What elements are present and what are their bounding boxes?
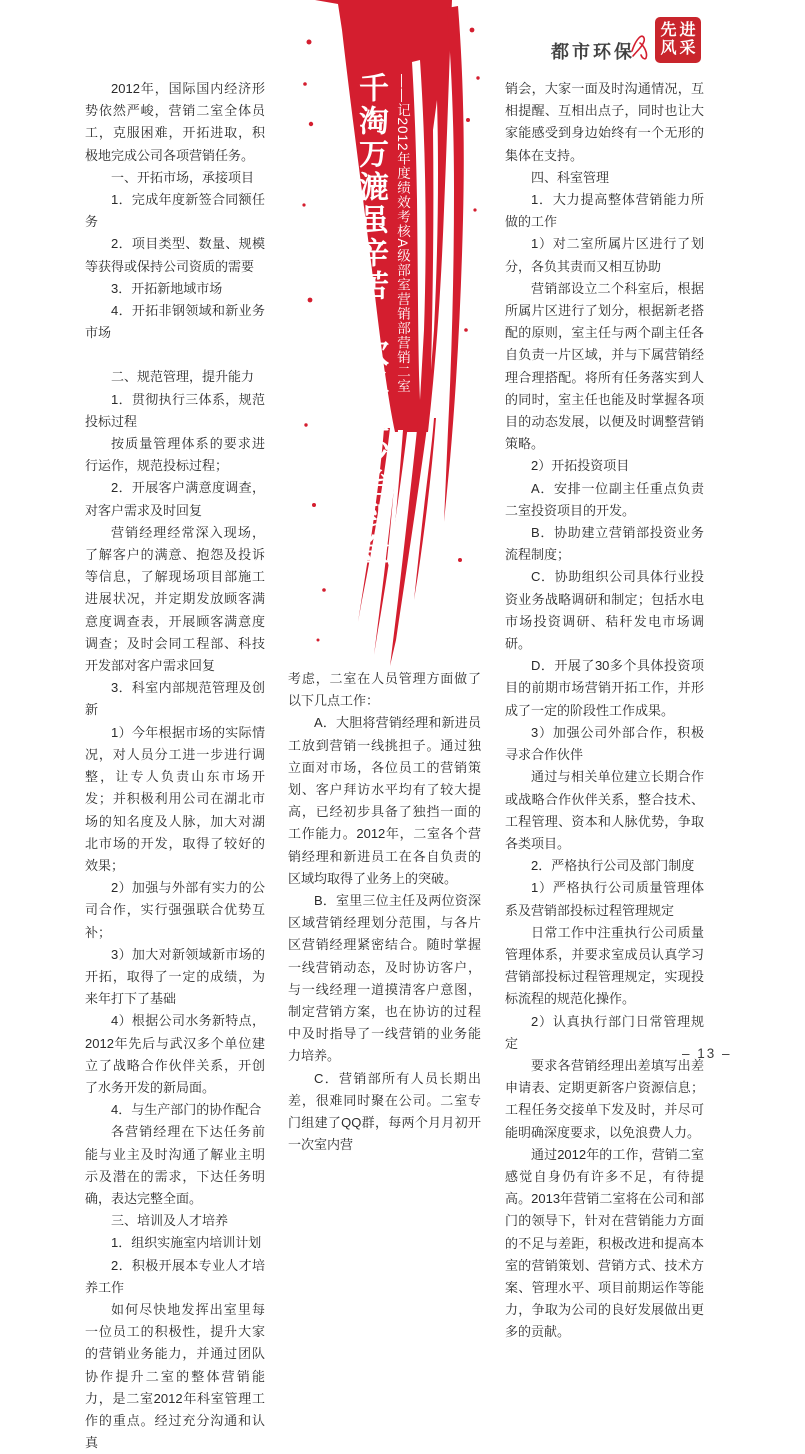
paragraph: 营销经理经常深入现场，了解客户的满意、抱怨及投诉等信息，了解现场项目部施工进展状况，并定期发放顾客满意度调查表，开展顾客满意度调查；及时会同工程部、科技开发部对客户需求回复: [85, 524, 265, 674]
paragraph: 3．开拓新地域市场: [111, 280, 223, 296]
section-heading: 一、开拓市场，承接项目: [111, 169, 255, 185]
paragraph: 1）严格执行公司质量管理体系及营销部投标过程管理规定: [505, 880, 704, 918]
paragraph: 如何尽快地发挥出室里每一位员工的积极性，提升大家的营销业务能力，并通过团队协作提升二室的整体营销能力，是二室2012年科室管理工作的重点。经过充分沟通和认真: [85, 1301, 265, 1451]
feature-subtitle: ——记2012年度绩效考核A级部室营销部营销二室: [395, 74, 410, 394]
paragraph: 1）今年根据市场的实际情况，对人员分工进一步进行调整，让专人负责山东市场开发；并积极利用公司在湖北市场的知名度及人脉，加大对湖北市场的开发，取得了较好的效果；: [85, 724, 265, 873]
section-heading: 四、科室管理: [531, 169, 610, 185]
paragraph: A．安排一位副主任重点负责二室投资项目的开发。: [505, 480, 704, 518]
seal-line-1: 先进: [660, 22, 699, 39]
paragraph: 3．科室内部规范管理及创新: [85, 680, 265, 718]
paragraph: 通过2012年的工作，营销二室感觉自身仍有许多不足，有待提高。2013年营销二室将在公司和部门的领导下，针对在营销能力方面的不足与差距，积极改进和提高本室的营销策划、营销方式、技术方案、管理水平、项目前期运作等能力，争取为公司的良好发展做出更多的贡献。: [505, 1146, 704, 1340]
paragraph: 1．完成年度新签合同额任务: [85, 192, 265, 230]
calligraphy-flourish-icon: [629, 29, 653, 61]
paragraph: 3）加强公司外部合作，积极寻求合作伙伴: [505, 724, 704, 763]
paragraph: B．协助建立营销部投资业务流程制度；: [505, 525, 704, 563]
paragraph: 通过与相关单位建立长期合作或战略合作伙伴关系，整合技术、工程管理、资本和人脉优势，争取各类项目。: [505, 769, 704, 851]
paragraph: A．大胆将营销经理和新进员工放到营销一线挑担子。通过独立面对市场，各位员工的营销策划、客户拜访水平均有了较大提高，已经初步具备了独挡一面的工作能力。2012年，二室各个营销经理和新进员工在各自负责的区域均取得了业务上的突破。: [288, 715, 481, 886]
paragraph: 2．严格执行公司及部门制度: [531, 858, 695, 874]
paragraph: 2．开展客户满意度调查，对客户需求及时回复: [85, 480, 265, 518]
paragraph: 1．组织实施室内培训计划: [111, 1235, 262, 1251]
blank-line: [85, 344, 265, 366]
section-heading: 三、培训及人才培养: [111, 1213, 229, 1229]
paragraph: 要求各营销经理出差填写出差申请表、定期更新客户资源信息；工程任务交接单下发及时，并尽可能明确深度要求，以免浪费人力。: [505, 1057, 704, 1140]
paragraph: 销会，大家一面及时沟通情况，互相提醒、互相出点子，同时也让大家能感受到身边始终有一个无形的集体在支持。: [505, 81, 704, 163]
paragraph: B．室里三位主任及两位资深区域营销经理划分范围，与各片区营销经理紧密结合。随时掌握一线营销动态，及时协访客户，与一线经理一道摸清客户意图，制定营销方案，也在协访的过程中及时指导了一线营销的业务能力培养。: [288, 893, 481, 1064]
paragraph: 各营销经理在下达任务前能与业主及时沟通了解业主明示及潜在的需求，下达任务明确，表达完整全面。: [85, 1124, 265, 1206]
paragraph: 2）认真执行部门日常管理规定: [505, 1013, 704, 1051]
paragraph: 日常工作中注重执行公司质量管理体系，并要求室成员认真学习营销部投标过程管理规定，实现投标流程的规范化操作。: [505, 924, 704, 1007]
paragraph: 2．项目类型、数量、规模等获得或保持公司资质的需要: [85, 236, 265, 274]
paragraph: D．开展了30多个具体投资项目的前期市场营销开拓工作，并形成了一定的阶段性工作成果。: [505, 658, 704, 718]
seal-line-2: 风采: [660, 40, 699, 57]
section-heading: 二、规范管理，提升能力: [111, 369, 255, 385]
xianjin-fengcai-seal: [655, 17, 701, 63]
paragraph: 2）加强与外部有实力的公司合作，实行强强联合优势互补；: [85, 880, 265, 940]
feature-title: 千淘万漉虽辛苦 吹尽狂沙始到金: [354, 72, 387, 567]
paragraph: C．营销部所有人员长期出差，很难同时聚在公司。二室专门组建了QQ群，每两个月月初开一次室内营: [288, 1070, 481, 1153]
paragraph: C．协助组织公司具体行业投资业务战略调研和制定；包括水电市场投资调研、秸秆发电市场调研。: [505, 569, 704, 652]
left-column: [85, 78, 265, 1454]
paragraph: 4）根据公司水务新特点，2012年先后与武汉多个单位建立了战略合作伙伴关系，开创了水务开发的新局面。: [85, 1013, 265, 1095]
masthead-title: 都市环保: [551, 42, 635, 62]
paragraph: 按质量管理体系的要求进行运作，规范投标过程；: [85, 436, 265, 474]
paragraph: 4．开拓非钢领域和新业务市场: [85, 303, 265, 341]
middle-column: [288, 668, 481, 1156]
paragraph: 2012年，国际国内经济形势依然严峻，营销二室全体员工，克服困难，开拓进取，积极地完成公司各项营销任务。: [85, 81, 265, 163]
paragraph: 2．积极开展本专业人才培养工作: [85, 1257, 265, 1295]
page-number: – 13 –: [682, 1046, 732, 1061]
paragraph: 3）加大对新领域新市场的开拓，取得了一定的成绩，为来年打下了基础: [85, 946, 265, 1007]
right-column: [505, 78, 704, 1344]
paragraph: 营销部设立二个科室后，根据所属片区进行了划分，根据新老搭配的原则，室主任与两个副主任各自负责一片区域，并与下属营销经理合理搭配。将所有任务落实到人的同时，室主任也能及时掌握各项目的动态发展，以便及时调整营销策略。: [505, 280, 704, 452]
paragraph: 1．大力提高整体营销能力所做的工作: [505, 192, 704, 230]
paragraph: 考虑，二室在人员管理方面做了以下几点工作：: [288, 671, 481, 709]
paragraph: 1）对二室所属片区进行了划分，各负其责而又相互协助: [505, 236, 704, 274]
paragraph: 1．贯彻执行三体系，规范投标过程: [85, 391, 265, 429]
paragraph: 2）开拓投资项目: [531, 458, 630, 474]
paragraph: 4．与生产部门的协作配合: [111, 1102, 262, 1118]
